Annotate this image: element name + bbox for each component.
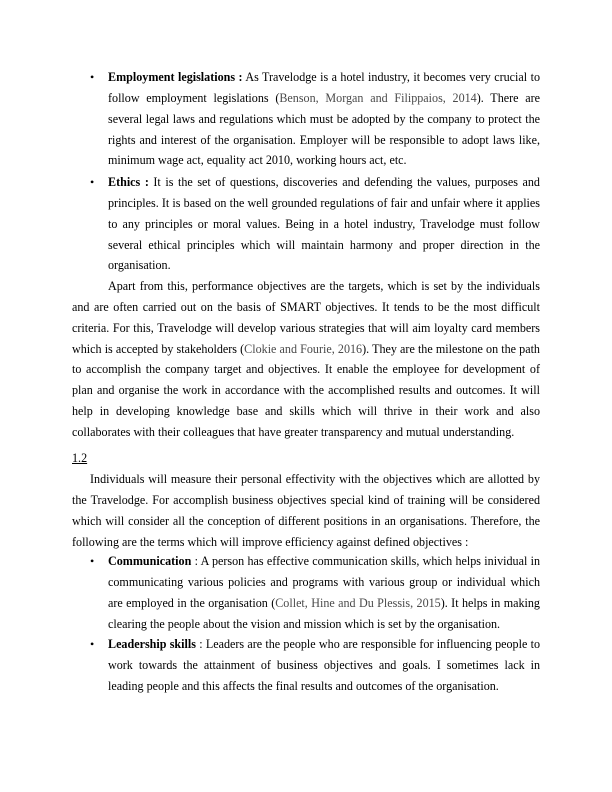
citation: Collet, Hine and Du Plessis, 2015: [275, 595, 441, 610]
paragraph-personal-effectivity: Individuals will measure their personal effectivity with the objectives which are allotted by the Travelodge. For accomplish business objectives special kind of training will be considered which will consider all the conception of different positions in an organisations. Therefore, the following are the terms which will improve efficiency against defined objectives :: [72, 472, 540, 549]
citation: Benson, Morgan and Filippaios, 2014: [279, 90, 477, 105]
bullet-employment-legislations: Employment legislations : As Travelodge is a hotel industry, it becomes very crucial to follow employment legislations (Benson, Morgan and Filippaios, 2014). There are several legal laws and regulations which must be adopted by the company to protect the rights and interest of the organisation. Employer will be responsible to adopt laws like, minimum wage act, equality act 2010, working hours act, etc.: [108, 70, 540, 168]
bullet-marker: •: [90, 554, 95, 568]
bullet-communication: Communication : A person has effective communication skills, which helps inividual in communicating various policies and programs with various group or individual which are employed in the organisation (Collet, Hine and Du Plessis, 2015). It helps in making clearing the people about the vision and mission which is set by the organisation.: [108, 554, 540, 631]
bullet-term: Ethics :: [108, 175, 149, 189]
bullet-term: Leadership skills: [108, 637, 196, 651]
paragraph-performance-objectives: Apart from this, performance objectives are the targets, which is set by the individuals and are often carried out on the basis of SMART objectives. It tends to be the most difficult criteria. For this, Travelodge will develop various strategies that will aim loyalty card members which is accepted by stakeholders (Clokie and Fourie, 2016). They are the milestone on the path to accomplish the company target and objectives. It enable the employee for development of plan and organise the work in accordance with the accomplished results and outcomes. It will help in developing knowledge base and skills which will thrive in their work and also collaborates with their colleagues that have greater transparency and mutual understanding.: [72, 279, 540, 439]
bullet-ethics: Ethics : It is the set of questions, discoveries and defending the values, purposes and principles. It is based on the well grounded regulations of fair and unfair where it applies to any principles or moral values. Being in a hotel industry, Travelodge must follow several ethical principles which will maintain harmony and proper direction in the organisation.: [108, 175, 540, 273]
bullet-marker: •: [90, 637, 95, 651]
bullet-leadership-skills: Leadership skills : Leaders are the people who are responsible for influencing people to work towards the attainment of business objectives and goals. I sometimes lack in leading people and this affects the final results and outcomes of the organisation.: [108, 637, 540, 693]
bullet-marker: •: [90, 175, 95, 189]
bullet-term: Communication: [108, 554, 192, 568]
bullet-marker: •: [90, 70, 95, 84]
section-heading: 1.2: [72, 451, 88, 465]
bullet-term: Employment legislations :: [108, 70, 243, 84]
citation: Clokie and Fourie, 2016: [244, 341, 363, 356]
